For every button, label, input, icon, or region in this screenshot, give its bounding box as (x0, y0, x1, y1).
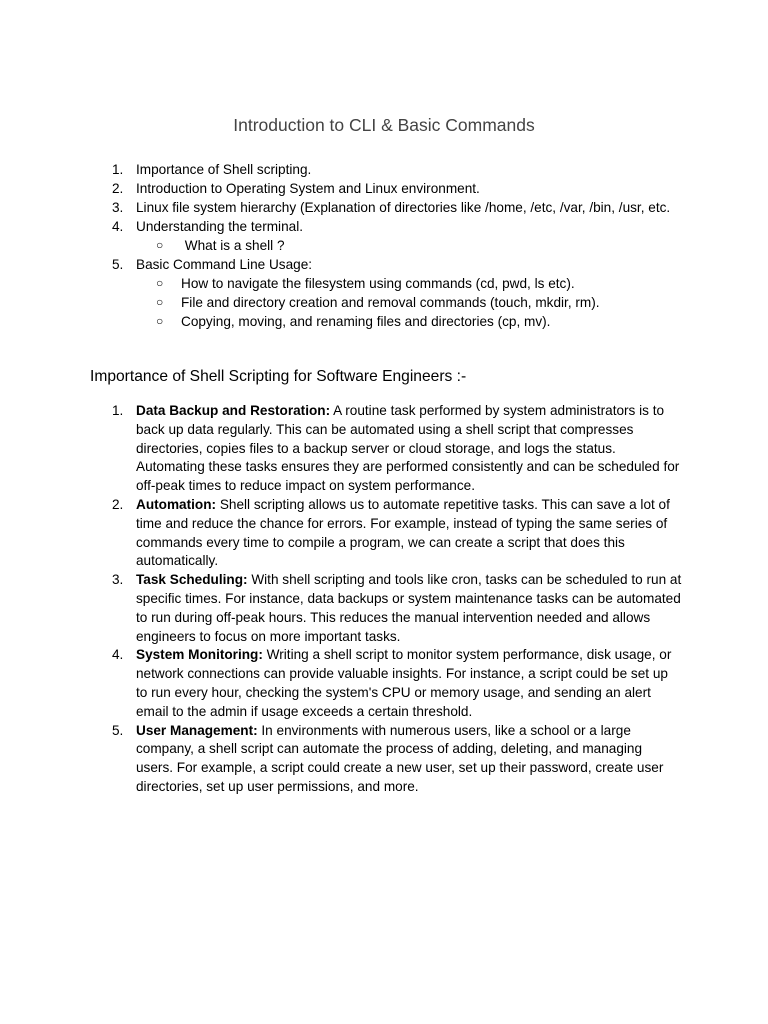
outline-text: Introduction to Operating System and Linux environment. (136, 181, 480, 196)
importance-list (0, 402, 768, 797)
section-heading: Importance of Shell Scripting for Software Engineers :- (90, 368, 467, 385)
importance-text: In environments with numerous users, like a school or a large company, a shell script can automate the process of adding, deleting, and managing users. For example, a script could create a new user, set up their password, create user directories, set up user permissions, and more. (136, 722, 664, 794)
outline-text: Understanding the terminal. (136, 219, 303, 234)
outline-subitem (136, 293, 768, 312)
outline-subitem-text: Copying, moving, and renaming files and directories (cp, mv). (181, 314, 551, 329)
importance-item-5 (0, 722, 682, 797)
importance-number: 1. (112, 403, 124, 418)
outline-item-2 (0, 179, 768, 198)
hollow-circle-bullet-icon: ○ (156, 276, 164, 290)
outline-text: Importance of Shell scripting. (136, 162, 312, 177)
outline-item-3 (0, 198, 768, 217)
outline-number: 3. (112, 200, 124, 215)
document-title: Introduction to CLI & Basic Commands (233, 115, 535, 135)
importance-item-1 (0, 402, 682, 496)
outline-subitem (136, 236, 768, 255)
importance-text: Writing a shell script to monitor system performance, disk usage, or network connections can provide valuable insights. For instance, a script could be set up to run every hour, checking the system's CPU or memory usage, and sending an alert email to the admin if usage exceeds a certain threshold. (136, 647, 672, 719)
importance-term: User Management: (136, 722, 258, 738)
importance-number: 5. (112, 722, 124, 738)
importance-item-3 (0, 571, 682, 646)
importance-text: With shell scripting and tools like cron, tasks can be scheduled to run at specific times. For instance, data backups or system maintenance tasks can be automated to run during off-peak hours. This reduces the manual intervention needed and allows engineers to focus on more important tasks. (136, 572, 682, 644)
outline-subitem-text: How to navigate the filesystem using commands (cd, pwd, ls etc). (181, 276, 575, 291)
outline-number: 2. (112, 181, 124, 196)
importance-term: System Monitoring: (136, 647, 263, 663)
hollow-circle-bullet-icon: ○ (156, 238, 164, 252)
outline-item-4 (0, 217, 768, 255)
outline-subitem-text: What is a shell ? (181, 238, 285, 253)
outline-item-1 (0, 160, 768, 179)
importance-text: Shell scripting allows us to automate repetitive tasks. This can save a lot of time and reduce the chance for errors. For example, instead of typing the same series of commands every time to compile a program, we can create a script that does this automatically. (136, 496, 670, 569)
hollow-circle-bullet-icon: ○ (156, 314, 164, 328)
outline-text: Basic Command Line Usage: (136, 257, 313, 272)
outline-subitem-text: File and directory creation and removal commands (touch, mkdir, rm). (181, 295, 600, 310)
importance-number: 3. (112, 572, 124, 588)
outline-subitem (136, 274, 768, 293)
hollow-circle-bullet-icon: ○ (156, 295, 164, 309)
importance-item-2 (0, 496, 682, 571)
outline-subitem (136, 312, 768, 331)
importance-number: 2. (112, 496, 124, 512)
outline-item-5 (0, 255, 768, 331)
importance-item-4 (0, 646, 682, 721)
importance-text: A routine task performed by system administrators is to back up data regularly. This can be automated using a shell script that compresses directories, copies files to a backup server or cloud storage, and logs the status. Automating these tasks ensures they are performed consistently and can be scheduled for off-peak times to reduce impact on system performance. (136, 403, 680, 494)
outline-number: 4. (112, 219, 124, 234)
outline-sublist (136, 236, 768, 255)
outline-sublist (136, 274, 768, 331)
importance-number: 4. (112, 647, 124, 663)
outline-number: 1. (112, 162, 124, 177)
importance-term: Task Scheduling: (136, 572, 248, 588)
outline-text: Linux file system hierarchy (Explanation of directories like /home, /etc, /var, /bin, /usr, etc. (136, 200, 671, 215)
outline-number: 5. (112, 257, 124, 272)
outline-list (0, 160, 768, 331)
importance-term: Data Backup and Restoration: (136, 403, 331, 418)
importance-term: Automation: (136, 496, 217, 512)
